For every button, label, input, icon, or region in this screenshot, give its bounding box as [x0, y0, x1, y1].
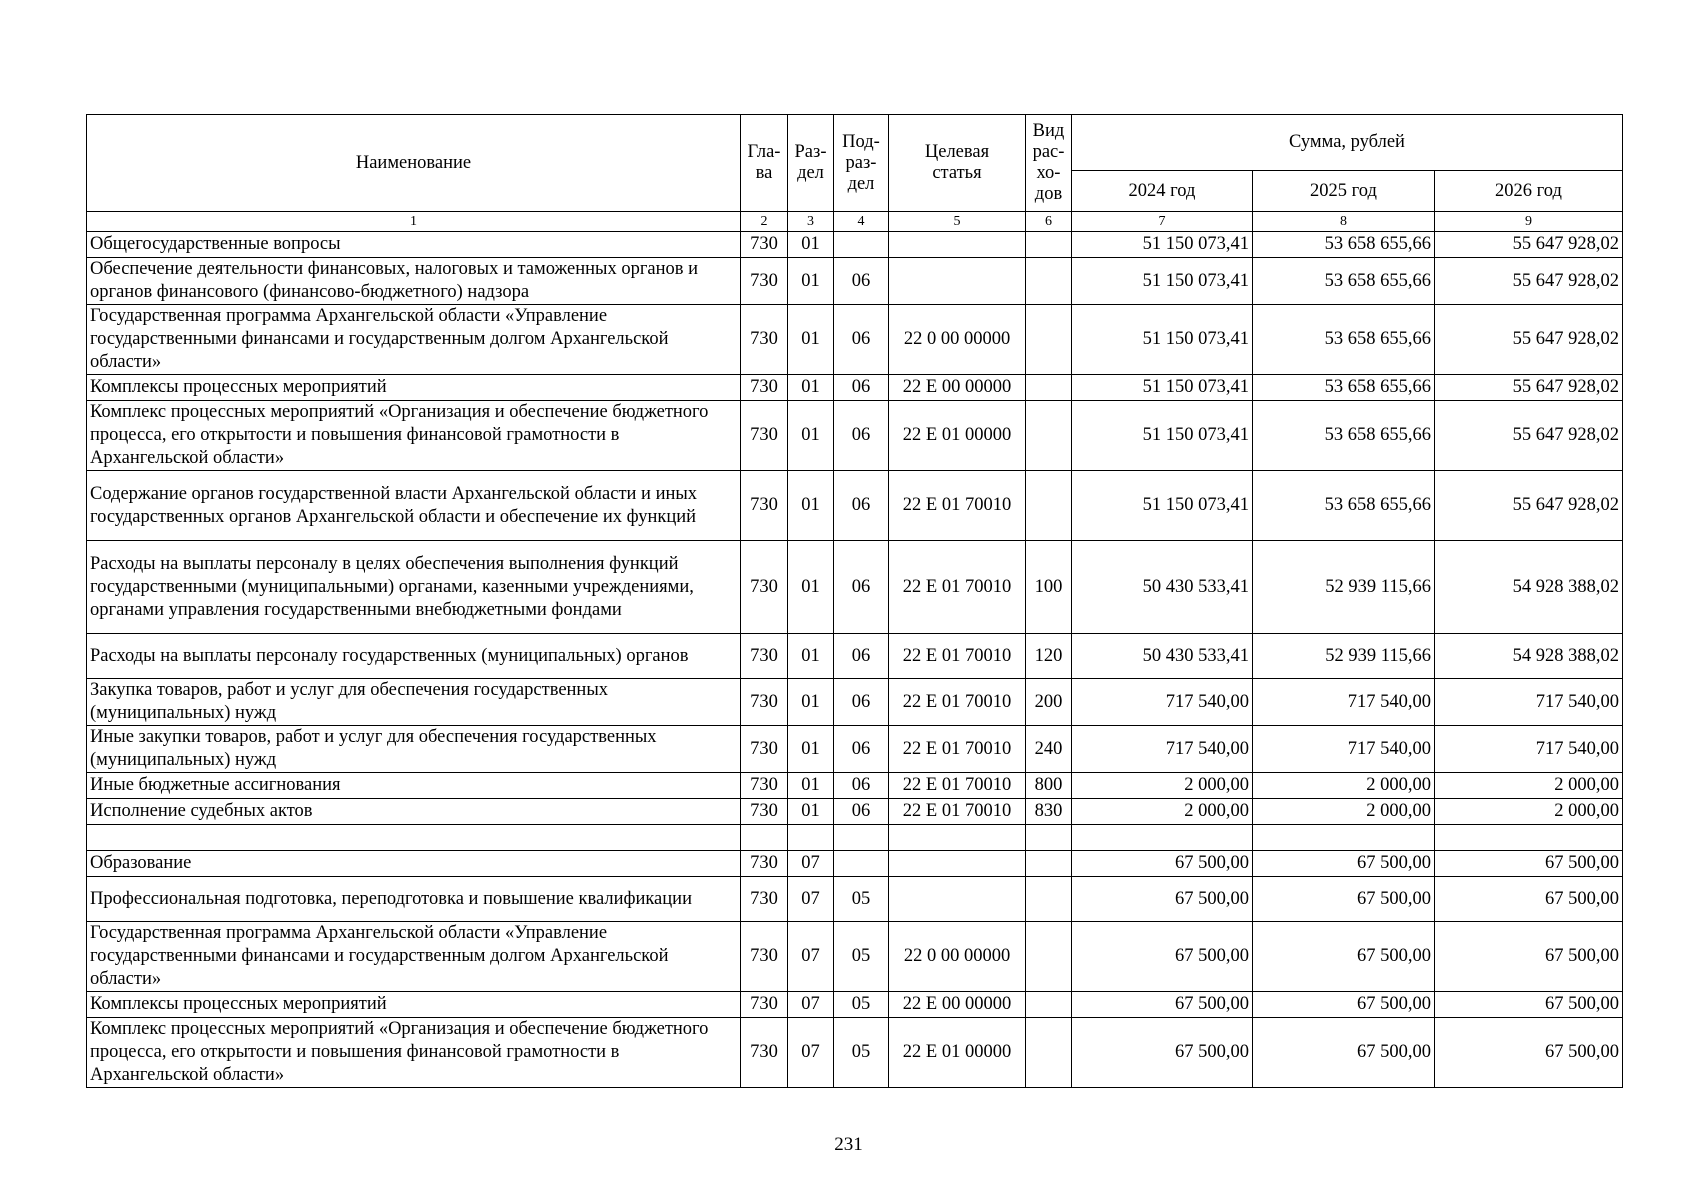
row-razdel: 01 [788, 799, 834, 825]
row-vid [1026, 471, 1072, 541]
row-vid: 240 [1026, 726, 1072, 773]
row-name: Содержание органов государственной власти Архангельской области и иных государственных органов Архангельской области и обеспечение их функций [87, 471, 741, 541]
row-vid [1026, 992, 1072, 1018]
row-glava: 730 [741, 726, 788, 773]
row-sum-2025: 67 500,00 [1253, 922, 1435, 992]
table-row [87, 258, 1623, 305]
row-name: Закупка товаров, работ и услуг для обеспечения государственных (муниципальных) нужд [87, 679, 741, 726]
row-glava: 730 [741, 305, 788, 375]
row-glava: 730 [741, 679, 788, 726]
row-target: 22 Е 01 00000 [889, 401, 1026, 471]
row-name: Общегосударственные вопросы [87, 232, 741, 258]
row-podrazdel: 06 [834, 541, 889, 634]
row-razdel: 01 [788, 305, 834, 375]
header-glava: Гла- ва [741, 115, 788, 212]
row-sum-2026: 55 647 928,02 [1435, 401, 1623, 471]
header-sum: Сумма, рублей [1072, 115, 1623, 171]
row-sum-2024: 51 150 073,41 [1072, 305, 1253, 375]
column-number: 5 [889, 212, 1026, 232]
row-podrazdel [834, 851, 889, 877]
row-name: Комплексы процессных мероприятий [87, 375, 741, 401]
row-glava: 730 [741, 541, 788, 634]
row-sum-2026: 55 647 928,02 [1435, 375, 1623, 401]
column-number: 6 [1026, 212, 1072, 232]
table-row [87, 401, 1623, 471]
row-target [889, 825, 1026, 851]
row-target [889, 877, 1026, 922]
row-sum-2025: 52 939 115,66 [1253, 634, 1435, 679]
row-glava: 730 [741, 634, 788, 679]
row-vid: 800 [1026, 773, 1072, 799]
row-vid: 120 [1026, 634, 1072, 679]
row-podrazdel: 06 [834, 258, 889, 305]
row-razdel: 07 [788, 877, 834, 922]
row-vid [1026, 1018, 1072, 1088]
row-podrazdel: 05 [834, 992, 889, 1018]
row-glava: 730 [741, 1018, 788, 1088]
row-name: Государственная программа Архангельской области «Управление государственными финансами и государственным долгом Архангельской области» [87, 922, 741, 992]
row-sum-2025: 2 000,00 [1253, 799, 1435, 825]
row-glava: 730 [741, 258, 788, 305]
table-row [87, 799, 1623, 825]
row-sum-2025: 53 658 655,66 [1253, 232, 1435, 258]
row-sum-2026: 67 500,00 [1435, 1018, 1623, 1088]
budget-table [86, 114, 1623, 1088]
row-podrazdel: 06 [834, 634, 889, 679]
row-target: 22 Е 00 00000 [889, 992, 1026, 1018]
row-name: Образование [87, 851, 741, 877]
row-sum-2026: 55 647 928,02 [1435, 471, 1623, 541]
row-razdel: 01 [788, 634, 834, 679]
table-row [87, 922, 1623, 992]
table-row [87, 471, 1623, 541]
row-podrazdel: 06 [834, 471, 889, 541]
table-row [87, 679, 1623, 726]
table-row [87, 773, 1623, 799]
row-name: Иные закупки товаров, работ и услуг для обеспечения государственных (муниципальных) нужд [87, 726, 741, 773]
row-target: 22 0 00 00000 [889, 305, 1026, 375]
row-podrazdel: 06 [834, 375, 889, 401]
row-glava: 730 [741, 799, 788, 825]
row-sum-2024: 51 150 073,41 [1072, 471, 1253, 541]
row-glava: 730 [741, 773, 788, 799]
row-sum-2026: 54 928 388,02 [1435, 634, 1623, 679]
row-podrazdel: 06 [834, 401, 889, 471]
row-podrazdel: 06 [834, 799, 889, 825]
row-sum-2025: 53 658 655,66 [1253, 375, 1435, 401]
row-glava: 730 [741, 851, 788, 877]
row-glava: 730 [741, 401, 788, 471]
row-name: Обеспечение деятельности финансовых, налоговых и таможенных органов и органов финансового (финансово-бюджетного) надзора [87, 258, 741, 305]
table-body [87, 232, 1623, 1088]
header-name: Наименование [87, 115, 741, 212]
row-vid [1026, 258, 1072, 305]
row-vid [1026, 851, 1072, 877]
row-razdel: 07 [788, 1018, 834, 1088]
table-row [87, 375, 1623, 401]
row-glava: 730 [741, 992, 788, 1018]
row-target: 22 Е 01 70010 [889, 773, 1026, 799]
row-glava: 730 [741, 471, 788, 541]
header-podrazdel: Под- раз- дел [834, 115, 889, 212]
row-name: Комплекс процессных мероприятий «Организация и обеспечение бюджетного процесса, его открытости и повышения финансовой грамотности в Архангельской области» [87, 401, 741, 471]
column-number: 9 [1435, 212, 1623, 232]
page-number: 231 [834, 1134, 863, 1155]
row-sum-2024: 50 430 533,41 [1072, 541, 1253, 634]
row-podrazdel: 06 [834, 726, 889, 773]
row-sum-2024: 2 000,00 [1072, 799, 1253, 825]
row-vid: 830 [1026, 799, 1072, 825]
row-name: Расходы на выплаты персоналу государственных (муниципальных) органов [87, 634, 741, 679]
row-sum-2024: 51 150 073,41 [1072, 258, 1253, 305]
header-2026: 2026 год [1435, 171, 1623, 212]
row-razdel: 01 [788, 679, 834, 726]
row-sum-2025: 67 500,00 [1253, 851, 1435, 877]
row-vid: 200 [1026, 679, 1072, 726]
row-sum-2024: 67 500,00 [1072, 877, 1253, 922]
header-razdel: Раз- дел [788, 115, 834, 212]
row-razdel: 01 [788, 375, 834, 401]
row-razdel: 07 [788, 922, 834, 992]
row-target: 22 Е 00 00000 [889, 375, 1026, 401]
row-glava [741, 825, 788, 851]
row-podrazdel: 05 [834, 877, 889, 922]
row-sum-2025: 67 500,00 [1253, 877, 1435, 922]
row-sum-2025: 717 540,00 [1253, 679, 1435, 726]
table-row [87, 851, 1623, 877]
row-target [889, 851, 1026, 877]
column-number-row [87, 212, 1623, 232]
row-sum-2024: 67 500,00 [1072, 922, 1253, 992]
table-row [87, 305, 1623, 375]
row-podrazdel [834, 232, 889, 258]
row-sum-2025: 53 658 655,66 [1253, 258, 1435, 305]
row-sum-2026: 55 647 928,02 [1435, 232, 1623, 258]
row-name: Иные бюджетные ассигнования [87, 773, 741, 799]
row-razdel [788, 825, 834, 851]
row-vid [1026, 825, 1072, 851]
row-name: Государственная программа Архангельской области «Управление государственными финансами и государственным долгом Архангельской области» [87, 305, 741, 375]
row-razdel: 01 [788, 401, 834, 471]
row-glava: 730 [741, 922, 788, 992]
row-sum-2026: 717 540,00 [1435, 679, 1623, 726]
row-razdel: 01 [788, 258, 834, 305]
row-name [87, 825, 741, 851]
row-vid [1026, 401, 1072, 471]
row-target: 22 Е 01 70010 [889, 726, 1026, 773]
row-sum-2024: 2 000,00 [1072, 773, 1253, 799]
row-glava: 730 [741, 375, 788, 401]
row-podrazdel: 05 [834, 1018, 889, 1088]
column-number: 8 [1253, 212, 1435, 232]
column-number: 4 [834, 212, 889, 232]
row-name: Профессиональная подготовка, переподготовка и повышение квалификации [87, 877, 741, 922]
header-target: Целевая статья [889, 115, 1026, 212]
row-sum-2026: 55 647 928,02 [1435, 258, 1623, 305]
row-target: 22 Е 01 70010 [889, 799, 1026, 825]
row-sum-2026: 2 000,00 [1435, 799, 1623, 825]
column-number: 7 [1072, 212, 1253, 232]
row-sum-2026 [1435, 825, 1623, 851]
row-sum-2024: 67 500,00 [1072, 992, 1253, 1018]
row-razdel: 01 [788, 726, 834, 773]
table-row [87, 825, 1623, 851]
row-sum-2025: 53 658 655,66 [1253, 401, 1435, 471]
row-vid [1026, 232, 1072, 258]
row-razdel: 01 [788, 232, 834, 258]
row-vid [1026, 922, 1072, 992]
row-target: 22 Е 01 70010 [889, 634, 1026, 679]
row-glava: 730 [741, 232, 788, 258]
column-number: 3 [788, 212, 834, 232]
row-sum-2026: 67 500,00 [1435, 877, 1623, 922]
table-row [87, 1018, 1623, 1088]
row-target: 22 Е 01 70010 [889, 679, 1026, 726]
row-sum-2024: 50 430 533,41 [1072, 634, 1253, 679]
row-target: 22 Е 01 00000 [889, 1018, 1026, 1088]
row-sum-2025: 717 540,00 [1253, 726, 1435, 773]
header-2025: 2025 год [1253, 171, 1435, 212]
row-razdel: 01 [788, 773, 834, 799]
row-podrazdel: 05 [834, 922, 889, 992]
column-number: 1 [87, 212, 741, 232]
row-sum-2026: 54 928 388,02 [1435, 541, 1623, 634]
table-row [87, 877, 1623, 922]
row-sum-2026: 67 500,00 [1435, 992, 1623, 1018]
table-row [87, 232, 1623, 258]
row-target: 22 Е 01 70010 [889, 541, 1026, 634]
row-sum-2024: 717 540,00 [1072, 679, 1253, 726]
row-sum-2024: 67 500,00 [1072, 1018, 1253, 1088]
row-vid [1026, 305, 1072, 375]
row-sum-2025: 67 500,00 [1253, 992, 1435, 1018]
row-sum-2025 [1253, 825, 1435, 851]
row-sum-2025: 53 658 655,66 [1253, 305, 1435, 375]
row-vid [1026, 877, 1072, 922]
row-vid: 100 [1026, 541, 1072, 634]
row-name: Комплексы процессных мероприятий [87, 992, 741, 1018]
row-sum-2025: 52 939 115,66 [1253, 541, 1435, 634]
row-sum-2026: 67 500,00 [1435, 922, 1623, 992]
header-2024: 2024 год [1072, 171, 1253, 212]
row-sum-2025: 53 658 655,66 [1253, 471, 1435, 541]
row-podrazdel: 06 [834, 305, 889, 375]
row-podrazdel: 06 [834, 679, 889, 726]
row-target: 22 Е 01 70010 [889, 471, 1026, 541]
row-razdel: 07 [788, 992, 834, 1018]
row-vid [1026, 375, 1072, 401]
row-sum-2026: 717 540,00 [1435, 726, 1623, 773]
row-target: 22 0 00 00000 [889, 922, 1026, 992]
row-name: Расходы на выплаты персоналу в целях обеспечения выполнения функций государственными (муниципальными) органами, казенными учреждениями, органами управления государственными внебюджетными фондами [87, 541, 741, 634]
row-sum-2026: 2 000,00 [1435, 773, 1623, 799]
row-sum-2025: 2 000,00 [1253, 773, 1435, 799]
row-target [889, 232, 1026, 258]
row-name: Комплекс процессных мероприятий «Организация и обеспечение бюджетного процесса, его открытости и повышения финансовой грамотности в Архангельской области» [87, 1018, 741, 1088]
row-podrazdel [834, 825, 889, 851]
table-row [87, 541, 1623, 634]
row-podrazdel: 06 [834, 773, 889, 799]
row-sum-2024 [1072, 825, 1253, 851]
row-glava: 730 [741, 877, 788, 922]
column-number: 2 [741, 212, 788, 232]
row-razdel: 07 [788, 851, 834, 877]
header-vid: Вид рас- хо- дов [1026, 115, 1072, 212]
row-target [889, 258, 1026, 305]
row-sum-2024: 51 150 073,41 [1072, 232, 1253, 258]
row-sum-2026: 67 500,00 [1435, 851, 1623, 877]
table-row [87, 992, 1623, 1018]
row-razdel: 01 [788, 471, 834, 541]
row-sum-2024: 717 540,00 [1072, 726, 1253, 773]
row-sum-2025: 67 500,00 [1253, 1018, 1435, 1088]
row-sum-2026: 55 647 928,02 [1435, 305, 1623, 375]
table-row [87, 726, 1623, 773]
row-sum-2024: 67 500,00 [1072, 851, 1253, 877]
row-razdel: 01 [788, 541, 834, 634]
table-row [87, 634, 1623, 679]
row-name: Исполнение судебных актов [87, 799, 741, 825]
row-sum-2024: 51 150 073,41 [1072, 401, 1253, 471]
row-sum-2024: 51 150 073,41 [1072, 375, 1253, 401]
table-header [87, 115, 1623, 232]
